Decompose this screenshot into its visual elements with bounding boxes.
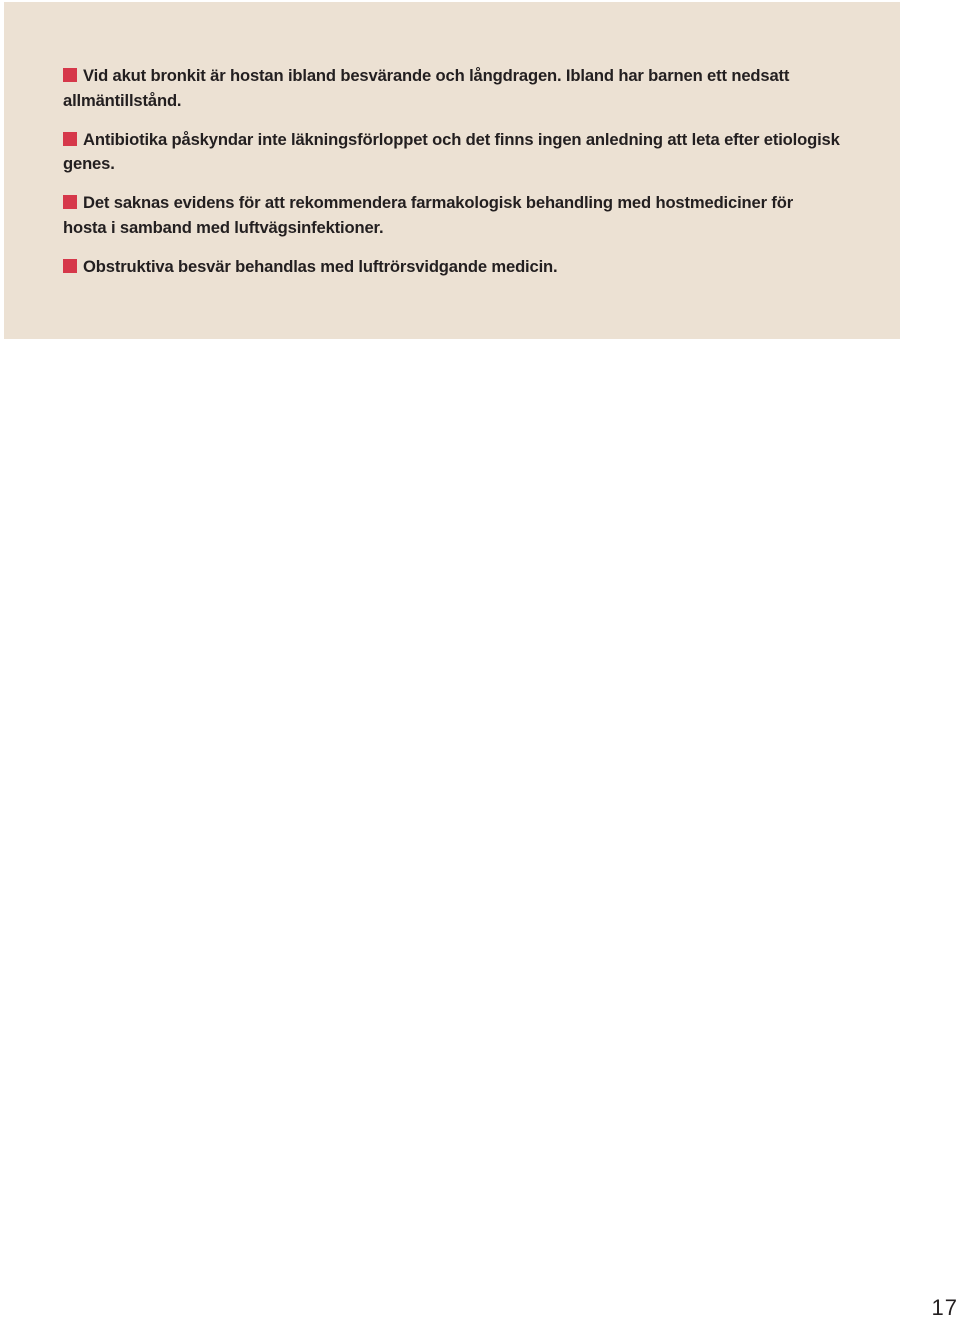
summary-box <box>4 2 900 339</box>
summary-item-text: Antibiotika påskyndar inte läkningsförloppet och det finns ingen anledning att leta efter etiologisk genes. <box>63 129 840 173</box>
summary-item <box>63 128 840 177</box>
summary-item <box>63 191 840 240</box>
summary-item <box>63 64 840 113</box>
square-bullet-icon <box>63 259 77 273</box>
page-number: 17 <box>931 1295 958 1320</box>
summary-item-text: Vid akut bronkit är hostan ibland besvärande och långdragen. Ibland har barnen ett nedsatt allmäntillstånd. <box>63 66 790 110</box>
square-bullet-icon <box>63 132 77 146</box>
summary-item <box>63 255 840 280</box>
summary-item-text: Det saknas evidens för att rekommendera farmakologisk behandling med hostmediciner för hosta i samband med luftvägsinfektioner. <box>63 193 794 237</box>
summary-list <box>63 64 840 279</box>
square-bullet-icon <box>63 68 77 82</box>
summary-item-text: Obstruktiva besvär behandlas med luftrörsvidgande medicin. <box>83 256 558 276</box>
square-bullet-icon <box>63 195 77 209</box>
